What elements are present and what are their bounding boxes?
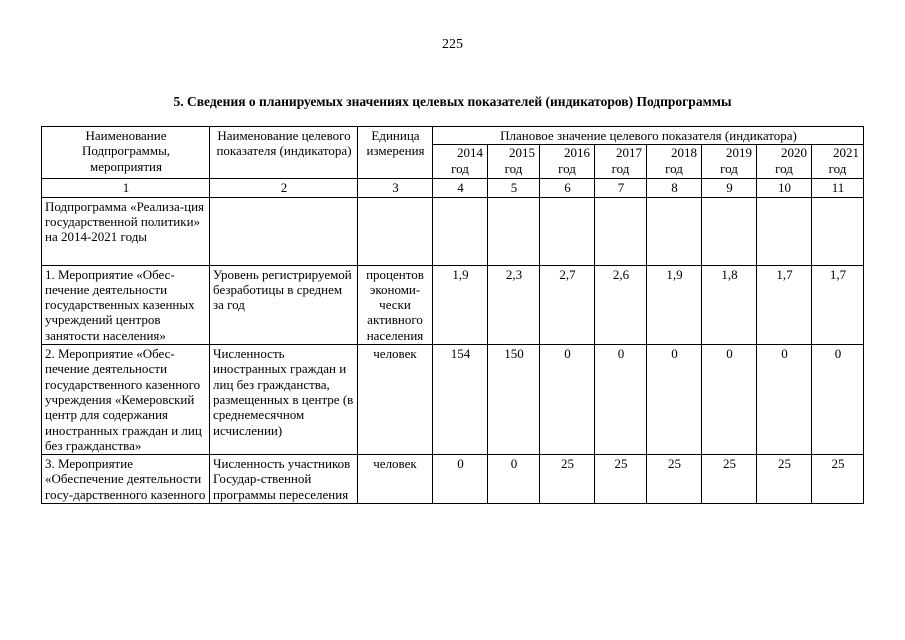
row-unit: процентов экономи-чески активного населения [358, 265, 433, 344]
header-year: 2014 год [433, 145, 488, 179]
column-number: 5 [488, 179, 540, 197]
table-row [42, 197, 864, 265]
row-value: 1,7 [812, 265, 864, 344]
column-number: 8 [647, 179, 702, 197]
row-value: 0 [757, 345, 812, 455]
row-unit: человек [358, 345, 433, 455]
section-title: 5. Сведения о планируемых значениях целевых показателей (индикаторов) Подпрограммы [173, 94, 732, 109]
row-value: 25 [702, 455, 757, 504]
row-value [702, 197, 757, 265]
row-value: 0 [488, 455, 540, 504]
table-row [42, 265, 864, 344]
row-value: 25 [540, 455, 595, 504]
row-value: 1,8 [702, 265, 757, 344]
column-number: 2 [210, 179, 358, 197]
row-value: 0 [433, 455, 488, 504]
row-value: 2,3 [488, 265, 540, 344]
indicators-table [41, 126, 864, 504]
header-year: 2018 год [647, 145, 702, 179]
row-value: 25 [595, 455, 647, 504]
row-value [812, 197, 864, 265]
header-name: Наименование Подпрограммы, мероприятия [42, 127, 210, 179]
header-year: 2016 год [540, 145, 595, 179]
header-year: 2020 год [757, 145, 812, 179]
row-unit [358, 197, 433, 265]
column-number: 6 [540, 179, 595, 197]
table-row [42, 345, 864, 455]
row-value: 2,7 [540, 265, 595, 344]
row-value [540, 197, 595, 265]
row-value: 1,9 [647, 265, 702, 344]
row-value [647, 197, 702, 265]
header-year: 2019 год [702, 145, 757, 179]
table-row [42, 455, 864, 504]
column-number: 1 [42, 179, 210, 197]
row-value: 25 [757, 455, 812, 504]
row-name: Подпрограмма «Реализа-ция государственной политики» на 2014-2021 годы [42, 197, 210, 265]
column-number: 3 [358, 179, 433, 197]
row-name: 1. Мероприятие «Обес-печение деятельности государственных казенных учреждений центров занятости населения» [42, 265, 210, 344]
row-value: 154 [433, 345, 488, 455]
row-value: 25 [647, 455, 702, 504]
header-indicator: Наименование целевого показателя (индикатора) [210, 127, 358, 179]
header-planned: Плановое значение целевого показателя (индикатора) [433, 127, 864, 145]
row-indicator: Численность участников Государ-ственной программы переселения [210, 455, 358, 504]
header-year: 2015 год [488, 145, 540, 179]
header-year: 2017 год [595, 145, 647, 179]
row-value: 0 [702, 345, 757, 455]
row-name: 2. Мероприятие «Обес-печение деятельности государственного казенного учреждения «Кемеровский центр для содержания иностранных граждан и лиц без гражданства» [42, 345, 210, 455]
row-indicator [210, 197, 358, 265]
row-value: 0 [812, 345, 864, 455]
page-number: 225 [442, 37, 463, 52]
row-value: 25 [812, 455, 864, 504]
row-value: 0 [647, 345, 702, 455]
row-value [595, 197, 647, 265]
column-number: 4 [433, 179, 488, 197]
row-value [433, 197, 488, 265]
row-value: 2,6 [595, 265, 647, 344]
row-value: 0 [595, 345, 647, 455]
row-name: 3. Мероприятие «Обеспечение деятельности госу-дарственного казенного [42, 455, 210, 504]
header-unit: Единица измерения [358, 127, 433, 179]
row-value: 1,9 [433, 265, 488, 344]
row-value: 150 [488, 345, 540, 455]
header-year: 2021 год [812, 145, 864, 179]
row-indicator: Численность иностранных граждан и лиц без гражданства, размещенных в центре (в среднемесячном исчислении) [210, 345, 358, 455]
row-indicator: Уровень регистрируемой безработицы в среднем за год [210, 265, 358, 344]
column-number: 10 [757, 179, 812, 197]
row-value: 1,7 [757, 265, 812, 344]
row-value: 0 [540, 345, 595, 455]
row-unit: человек [358, 455, 433, 504]
row-value [488, 197, 540, 265]
column-number: 7 [595, 179, 647, 197]
column-number: 11 [812, 179, 864, 197]
column-number: 9 [702, 179, 757, 197]
row-value [757, 197, 812, 265]
